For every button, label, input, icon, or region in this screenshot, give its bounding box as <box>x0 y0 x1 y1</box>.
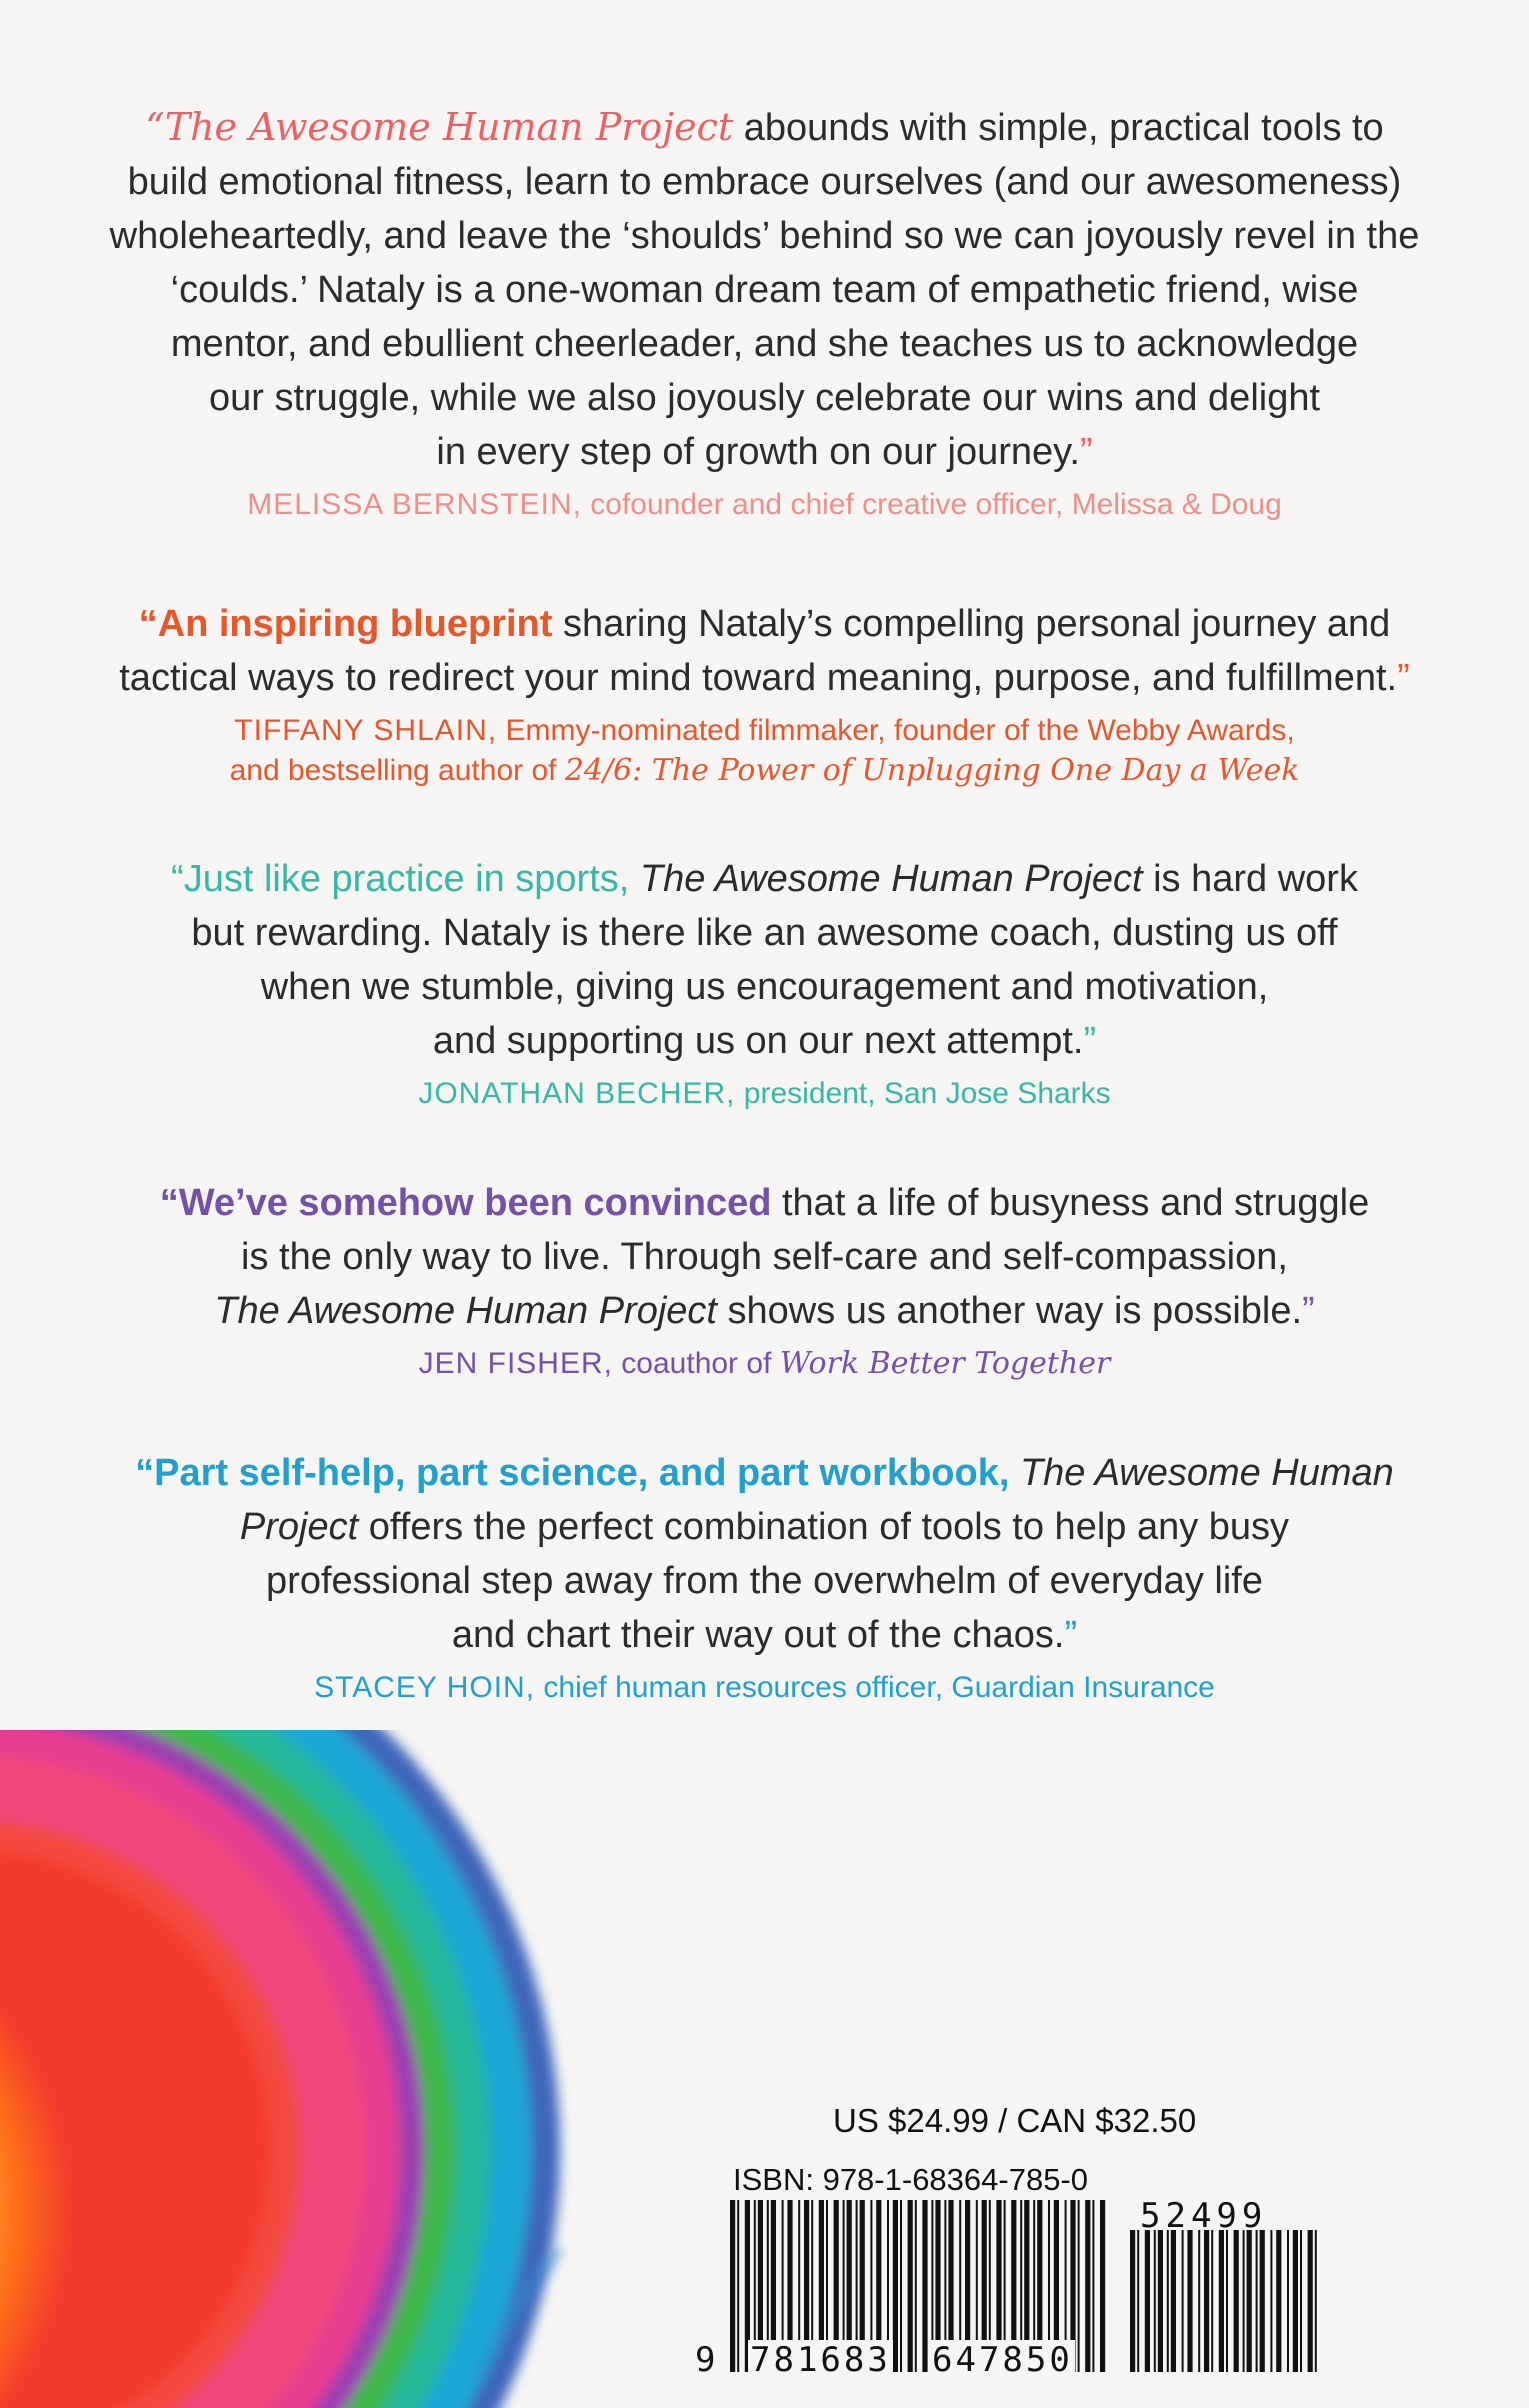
blurb-tiffany-shlain <box>60 597 1469 791</box>
attribution <box>60 1074 1469 1114</box>
barcode-bar <box>1276 2230 1281 2372</box>
attribution-book-title: Work Better Together <box>779 1346 1111 1381</box>
blurb-text: tactical ways to redirect your mind toward meaning, purpose, and fulfillment. <box>119 657 1398 699</box>
blurb-line <box>60 1284 1469 1338</box>
blurb-text: and chart their way out of the chaos. <box>451 1614 1065 1656</box>
isbn-label: ISBN: 978-1-68364-785-0 <box>733 2162 1089 2197</box>
barcode-bar <box>1226 2230 1228 2372</box>
barcode-bar <box>1308 2230 1313 2372</box>
blurb-text: is hard work <box>1142 858 1358 900</box>
barcode-bar <box>908 2200 913 2372</box>
blurb-line <box>60 852 1469 906</box>
barcode-bar <box>1256 2230 1258 2372</box>
blurb-lead: “Part self-help, part science, and part workbook, <box>135 1452 1010 1494</box>
attribution <box>60 1668 1469 1708</box>
blurb-text: and supporting us on our next attempt. <box>432 1020 1084 1062</box>
close-quote: ” <box>1302 1290 1315 1332</box>
ean-right-group: 647850 <box>932 2340 1073 2380</box>
blurb-stacey-hoin <box>60 1446 1469 1708</box>
blurb-line: mentor, and ebullient cheerleader, and she teaches us to acknowledge <box>170 323 1359 365</box>
book-title: The Awesome Human Project <box>214 1290 717 1332</box>
barcode-bar <box>1085 2200 1090 2372</box>
blurb-text: in every step of growth on our journey. <box>436 431 1080 473</box>
blurb-line <box>60 1014 1469 1068</box>
blurb-text: shows us another way is possible. <box>716 1290 1303 1332</box>
barcode-bar <box>1182 2230 1184 2372</box>
barcode-bar <box>1204 2230 1209 2372</box>
watercolor-rainbow-circle <box>0 1730 600 2408</box>
blurb-text: offers the perfect combination of tools to help any busy <box>358 1506 1290 1548</box>
barcode-bar <box>1270 2230 1272 2372</box>
blurb-line <box>60 1446 1469 1500</box>
attribution <box>60 711 1469 751</box>
barcode-bar <box>900 2200 902 2372</box>
barcode-bar <box>1078 2200 1080 2372</box>
blurb-lead: “An inspiring blueprint <box>138 603 553 645</box>
barcode-bar <box>1260 2230 1265 2372</box>
attribution-name: STACEY HOIN, <box>314 1671 536 1704</box>
barcode-bar <box>922 2200 927 2372</box>
close-quote: ” <box>1064 1614 1078 1656</box>
blurb-line: build emotional fitness, learn to embrace ourselves (and our awesomeness) <box>127 161 1402 203</box>
attribution-line2 <box>60 751 1469 791</box>
blurb-line <box>60 651 1469 705</box>
blurb-line: when we stumble, giving us encouragement and motivation, <box>260 966 1269 1008</box>
blurb-text: that a life of busyness and struggle <box>771 1182 1370 1224</box>
blurb-line: but rewarding. Nataly is there like an awesome coach, dusting us off <box>191 912 1338 954</box>
attribution-name: MELISSA BERNSTEIN, <box>247 488 582 521</box>
addon-barcode <box>1130 2230 1322 2372</box>
barcode-bar <box>893 2200 898 2372</box>
blurb-melissa-bernstein <box>60 100 1469 525</box>
ean-left-group: 781683 <box>750 2340 891 2380</box>
blurb-line <box>60 425 1469 479</box>
blurb-jen-fisher <box>60 1176 1469 1384</box>
blurb-line: professional step away from the overwhelm of everyday life <box>266 1560 1263 1602</box>
attribution <box>60 485 1469 525</box>
blurb-line: is the only way to live. Through self-care and self-compassion, <box>241 1236 1288 1278</box>
barcode-bar <box>1247 2230 1252 2372</box>
barcode-bar <box>1198 2230 1200 2372</box>
blurb-line <box>60 597 1469 651</box>
blurb-line: ‘coulds.’ Nataly is a one-woman dream team of empathetic friend, wise <box>170 269 1359 311</box>
attribution-role: chief human resources officer, Guardian Insurance <box>535 1671 1215 1704</box>
barcode-bar <box>1154 2230 1156 2372</box>
blurb-text: abounds with simple, practical tools to <box>733 107 1384 149</box>
blurb-lead: “The Awesome Human Project <box>145 105 734 149</box>
barcode-bar <box>1287 2230 1289 2372</box>
book-title: The Awesome Human Project <box>629 858 1143 900</box>
attribution-role: Emmy-nominated filmmaker, founder of the Webby Awards, <box>497 714 1295 747</box>
blurb-lead: “Just like practice in sports, <box>171 858 630 900</box>
attribution-role: coauthor of <box>612 1347 780 1380</box>
barcode-bar <box>1243 2230 1245 2372</box>
attribution-name: JONATHAN BECHER, <box>418 1077 736 1110</box>
addon-digits: 52499 <box>1140 2196 1268 2236</box>
barcode-bar <box>1100 2200 1105 2372</box>
barcode-bar <box>1234 2230 1239 2372</box>
barcode-bar <box>1211 2230 1213 2372</box>
price-label: US $24.99 / CAN $32.50 <box>833 2102 1197 2139</box>
barcode-bar <box>1130 2230 1135 2372</box>
barcode-bar <box>1171 2230 1176 2372</box>
close-quote: ” <box>1079 431 1093 473</box>
attribution-pre: and bestselling author of <box>229 754 565 787</box>
barcode-bar <box>1293 2230 1298 2372</box>
barcode-bar <box>1219 2230 1224 2372</box>
blurb-line <box>60 1500 1469 1554</box>
attribution-role: president, San Jose Sharks <box>735 1077 1111 1110</box>
blurb-line: our struggle, while we also joyously celebrate our wins and delight <box>208 377 1321 419</box>
close-quote: ” <box>1083 1020 1097 1062</box>
ean-first-digit: 9 <box>695 2340 716 2380</box>
blurb-line <box>60 100 1469 155</box>
blurb-line <box>60 1608 1469 1662</box>
close-quote: ” <box>1397 657 1410 699</box>
barcode-bar <box>1167 2230 1169 2372</box>
attribution-name: TIFFANY SHLAIN, <box>234 714 498 747</box>
barcode-bar <box>1315 2230 1317 2372</box>
blurb-line: wholeheartedly, and leave the ‘shoulds’ behind so we can joyously revel in the <box>109 215 1420 257</box>
attribution-role: cofounder and chief creative officer, Melissa & Doug <box>581 488 1282 521</box>
barcode-bar <box>1137 2230 1139 2372</box>
attribution <box>60 1344 1469 1384</box>
barcode-bar <box>1092 2200 1094 2372</box>
barcode-bar <box>1145 2230 1150 2372</box>
attribution-book-title: 24/6: The Power of Unplugging One Day a Week <box>564 753 1300 788</box>
barcode-bar <box>1187 2230 1192 2372</box>
blurb-lead: “We’ve somehow been convinced <box>159 1182 772 1224</box>
blurb-text: sharing Nataly’s compelling personal journey and <box>552 603 1391 645</box>
barcode-bar <box>1158 2230 1163 2372</box>
barcode-bar <box>730 2200 735 2372</box>
attribution-name: JEN FISHER, <box>418 1347 613 1380</box>
book-title: Project <box>239 1506 359 1548</box>
barcode-bar <box>915 2200 917 2372</box>
book-title: The Awesome Human <box>1009 1452 1394 1494</box>
barcode-bar <box>737 2200 739 2372</box>
blurb-line <box>60 1176 1469 1230</box>
barcode-bar <box>1300 2230 1302 2372</box>
blurb-jonathan-becher <box>60 852 1469 1114</box>
